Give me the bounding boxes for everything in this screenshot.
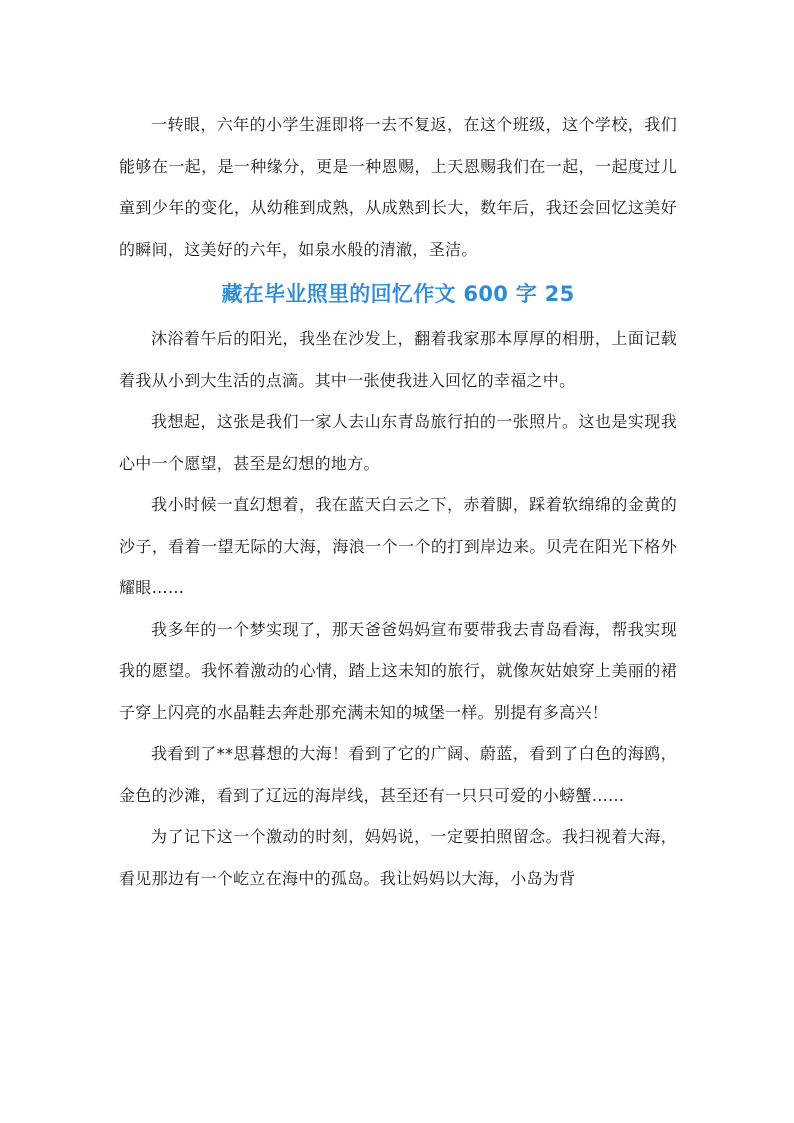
paragraph-1: 沐浴着午后的阳光，我坐在沙发上，翻着我家那本厚厚的相册，上面记载着我从小到大生活的点滴。其中一张使我进入回忆的幸福之中。 bbox=[119, 329, 677, 390]
intro-paragraph: 一转眼，六年的小学生涯即将一去不复返，在这个班级，这个学校，我们能够在一起，是一种缘分，更是一种恩赐，上天恩赐我们在一起，一起度过儿童到少年的变化，从幼稚到成熟，从成熟到长大，数年后，我还会回忆这美好的瞬间，这美好的六年，如泉水般的清澈，圣洁。 bbox=[119, 115, 677, 259]
paragraph-4: 我多年的一个梦实现了，那天爸爸妈妈宣布要带我去青岛看海，帮我实现我的愿望。我怀着激动的心情，踏上这未知的旅行，就像灰姑娘穿上美丽的裙子穿上闪亮的水晶鞋去奔赴那充满未知的城堡一样。别提有多高兴！ bbox=[119, 619, 677, 722]
paragraph-5: 我看到了**思暮想的大海！看到了它的广阔、蔚蓝，看到了白色的海鸥，金色的沙滩，看到了辽远的海岸线，甚至还有一只只可爱的小螃蟹…… bbox=[119, 744, 677, 805]
document-body bbox=[119, 104, 677, 899]
paragraph-3: 我小时候一直幻想着，我在蓝天白云之下，赤着脚，踩着软绵绵的金黄的沙子，看着一望无际的大海，海浪一个一个的打到岸边来。贝壳在阳光下格外耀眼…… bbox=[119, 495, 677, 597]
paragraph-2: 我想起，这张是我们一家人去山东青岛旅行拍的一张照片。这也是实现我心中一个愿望，甚至是幻想的地方。 bbox=[119, 412, 677, 473]
essay-title: 藏在毕业照里的回忆作文 600 字 25 bbox=[221, 282, 575, 306]
paragraph-6: 为了记下这一个激动的时刻，妈妈说，一定要拍照留念。我扫视着大海，看见那边有一个屹立在海中的孤岛。我让妈妈以大海，小岛为背 bbox=[119, 827, 677, 888]
